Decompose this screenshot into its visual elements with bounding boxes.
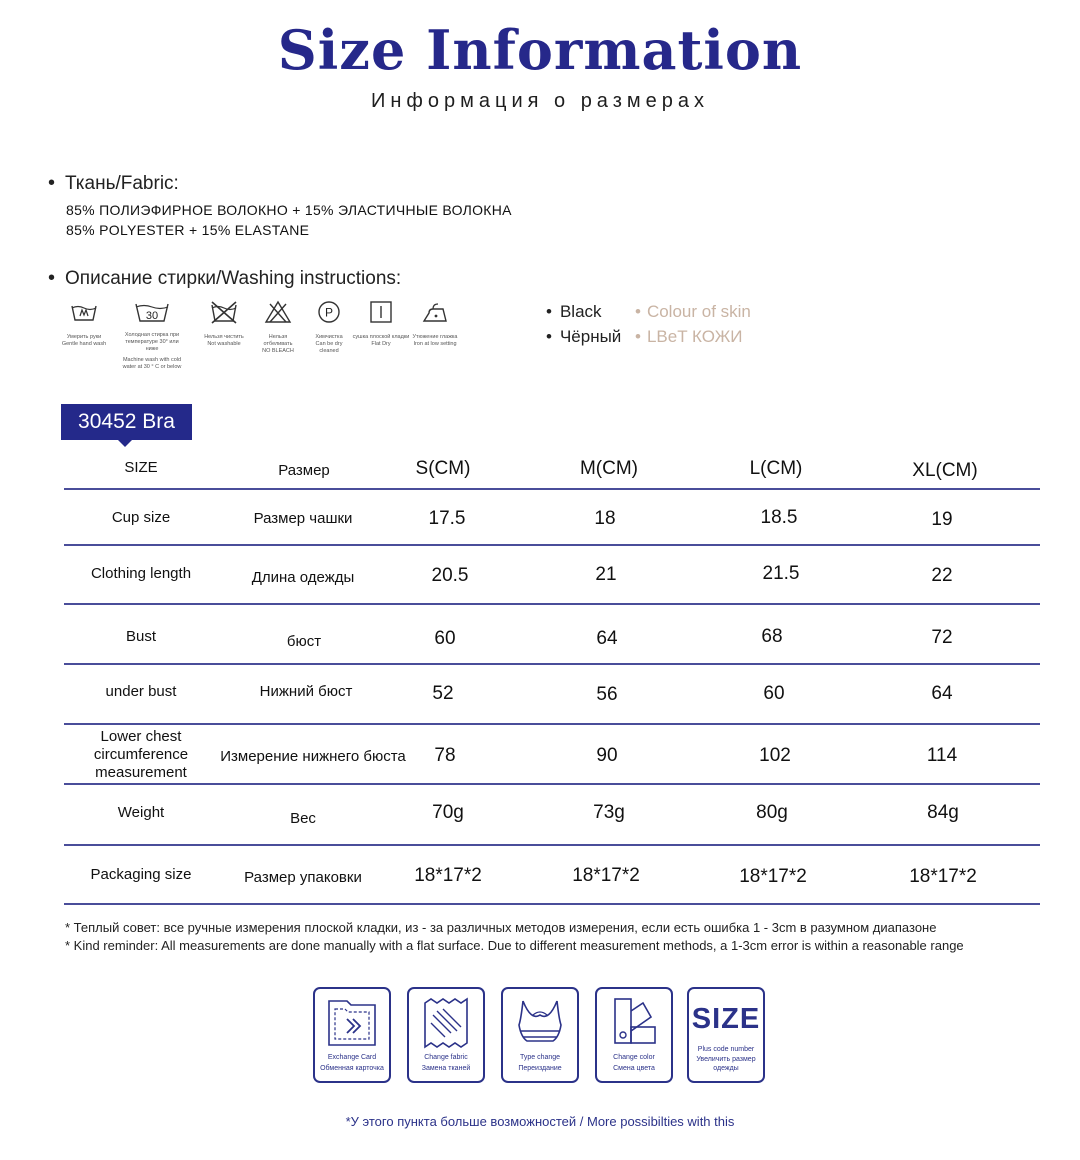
table-rule [64,663,1040,665]
iron-low-icon [421,300,449,324]
table-header-size: SIZE [124,459,158,476]
wash-item [350,300,412,348]
wash-temp-label: 30 [145,310,159,322]
plus-size-icon: SIZE [691,1003,761,1035]
row-label-en-line: measurement [95,764,187,781]
no-wash-icon [208,300,240,324]
note-en: * Kind reminder: All measurements are done manually with a flat surface. Due to different measurement methods, a 1-3cm error is within a reasonable range [65,938,964,953]
table-cell: 70g [432,802,464,823]
color-skin-en: • Colour of skin [635,302,751,322]
row-label-en: Packaging size [90,866,192,883]
table-rule [64,544,1040,546]
change-color-icon [603,995,665,1051]
wash-caption: Нельзя отбеливать [263,334,293,347]
feature-caption-en: Change color [613,1054,655,1061]
table-rule [64,723,1040,725]
wash-caption: сушка плоской кладки [352,334,410,340]
feature-caption-en: Change fabric [424,1054,468,1061]
fabric-heading: • Ткань/Fabric: [48,172,179,195]
table-cell: 18*17*2 [739,866,807,887]
product-tag-pointer [118,440,132,447]
table-rule [64,844,1040,846]
machine-wash-30-icon [133,300,171,324]
wash-item [201,300,247,348]
table-header-m: M(CM) [579,458,639,479]
wash-item [61,300,107,348]
wash-caption: Flat Dry [371,341,391,347]
table-cell: 19 [931,509,953,530]
row-label-ru: Длина одежды [251,569,355,586]
row-label-ru: Нижний бюст [259,683,353,700]
change-fabric-icon [415,995,477,1051]
table-cell: 21.5 [762,563,800,584]
table-cell: 18 [594,508,616,529]
wash-caption: Iron at low setting [413,341,457,347]
table-rule [64,903,1040,905]
table-cell: 68 [761,626,783,647]
table-header-xl: XL(CM) [912,460,978,481]
row-label-en-line: circumference [93,746,189,763]
feature-caption-ru: Увеличить размер одежды [696,1056,756,1072]
row-label-en: Cup size [111,509,171,526]
table-cell: 73g [593,802,625,823]
table-header-s: S(CM) [415,458,471,479]
dry-clean-label: P [324,305,334,320]
wash-caption: Утюжение глажка [412,334,458,340]
note-ru: * Теплый совет: все ручные измерения плоской кладки, из - за различных методов измерения, если есть ошибка 1 - 3cm в разумном диапазоне [65,920,937,935]
wash-item [255,300,301,355]
feature-card-color [595,987,673,1083]
type-change-icon [509,995,571,1051]
feature-caption-en: Type change [519,1054,561,1061]
row-label-en: Weight [117,804,165,821]
table-cell: 20.5 [431,565,469,586]
product-tag: 30452 Bra [61,404,192,440]
hand-wash-icon [69,300,99,324]
wash-caption: Not washable [207,341,241,347]
table-cell: 56 [596,684,618,705]
table-header-l: L(CM) [749,458,803,479]
fabric-line-ru: 85% ПОЛИЭФИРНОЕ ВОЛОКНО + 15% ЭЛАСТИЧНЫЕ ВОЛОКНА [66,202,512,218]
row-label-en [94,728,188,782]
table-cell: 60 [434,628,456,649]
wash-caption: NO BLEACH [262,348,294,354]
feature-caption-ru: Переиздание [518,1065,562,1072]
table-cell: 52 [432,683,454,704]
row-label-en: Bust [125,628,157,645]
table-cell: 72 [931,627,953,648]
table-cell: 18*17*2 [572,865,640,886]
wash-caption: Can be dry cleaned [315,341,343,354]
feature-card-fabric [407,987,485,1083]
wash-caption: Gentle hand wash [61,341,107,347]
washing-heading: • Описание стирки/Washing instructions: [48,267,401,290]
wash-caption: Нельзя чистить [204,334,244,340]
row-label-en: Clothing length [90,565,192,582]
no-bleach-icon [264,300,292,324]
feature-card-exchange [313,987,391,1083]
color-skin-ru: • LBeT КОЖИ [635,327,742,347]
table-cell: 18*17*2 [414,865,482,886]
table-cell: 60 [763,683,785,704]
feature-caption-en: Exchange Card [327,1054,377,1061]
table-cell: 64 [931,683,953,704]
feature-caption-ru: Замена тканей [421,1065,471,1072]
color-black-en: • Black [546,302,602,322]
table-rule [64,488,1040,490]
feature-card-plus-size [687,987,765,1083]
table-rule [64,603,1040,605]
table-cell: 18*17*2 [909,866,977,887]
row-label-ru: Размер чашки [253,510,353,527]
wash-item [306,300,352,355]
wash-item [120,300,184,371]
table-cell: 18.5 [760,507,798,528]
dry-clean-icon [316,300,342,324]
page-subtitle: Информация о размерах [371,90,709,112]
flat-dry-icon [369,300,393,324]
color-black-ru: • Чёрный [546,327,621,347]
table-cell: 22 [931,565,953,586]
row-label-ru: бюст [286,633,322,650]
feature-caption-ru: Смена цвета [613,1065,655,1072]
feature-card-type [501,987,579,1083]
wash-caption: Умерить руки [66,334,102,340]
row-label-en: under bust [105,683,177,700]
exchange-card-icon [321,995,383,1051]
feature-caption-en: Plus code number [697,1046,755,1053]
table-cell: 17.5 [428,508,466,529]
feature-caption-ru: Обменная карточка [320,1065,384,1072]
wash-caption: Machine wash with cold water at 30 ° C or below [122,357,182,370]
footer-note: *У этого пункта больше возможностей / More possibilties with this [345,1114,735,1129]
page-title: Size Information [277,18,803,82]
row-label-ru: Измерение нижнего бюста [220,748,406,765]
row-label-en-line: Lower chest [100,728,182,745]
fabric-line-en: 85% POLYESTER + 15% ELASTANE [66,222,310,238]
table-cell: 84g [927,802,959,823]
wash-caption: Холодная стирка при температуре 30° или ниже [124,332,180,352]
table-cell: 78 [434,745,456,766]
table-rule [64,783,1040,785]
table-cell: 114 [926,745,958,766]
table-cell: 90 [596,745,618,766]
row-label-ru: Размер упаковки [244,869,362,886]
table-cell: 80g [756,802,788,823]
table-header-razmer: Размер [278,462,330,479]
row-label-ru: Вес [290,810,316,827]
table-cell: 21 [595,564,617,585]
table-cell: 64 [596,628,618,649]
wash-caption: Химчистка [315,334,343,340]
table-cell: 102 [759,745,791,766]
wash-item [408,300,462,348]
